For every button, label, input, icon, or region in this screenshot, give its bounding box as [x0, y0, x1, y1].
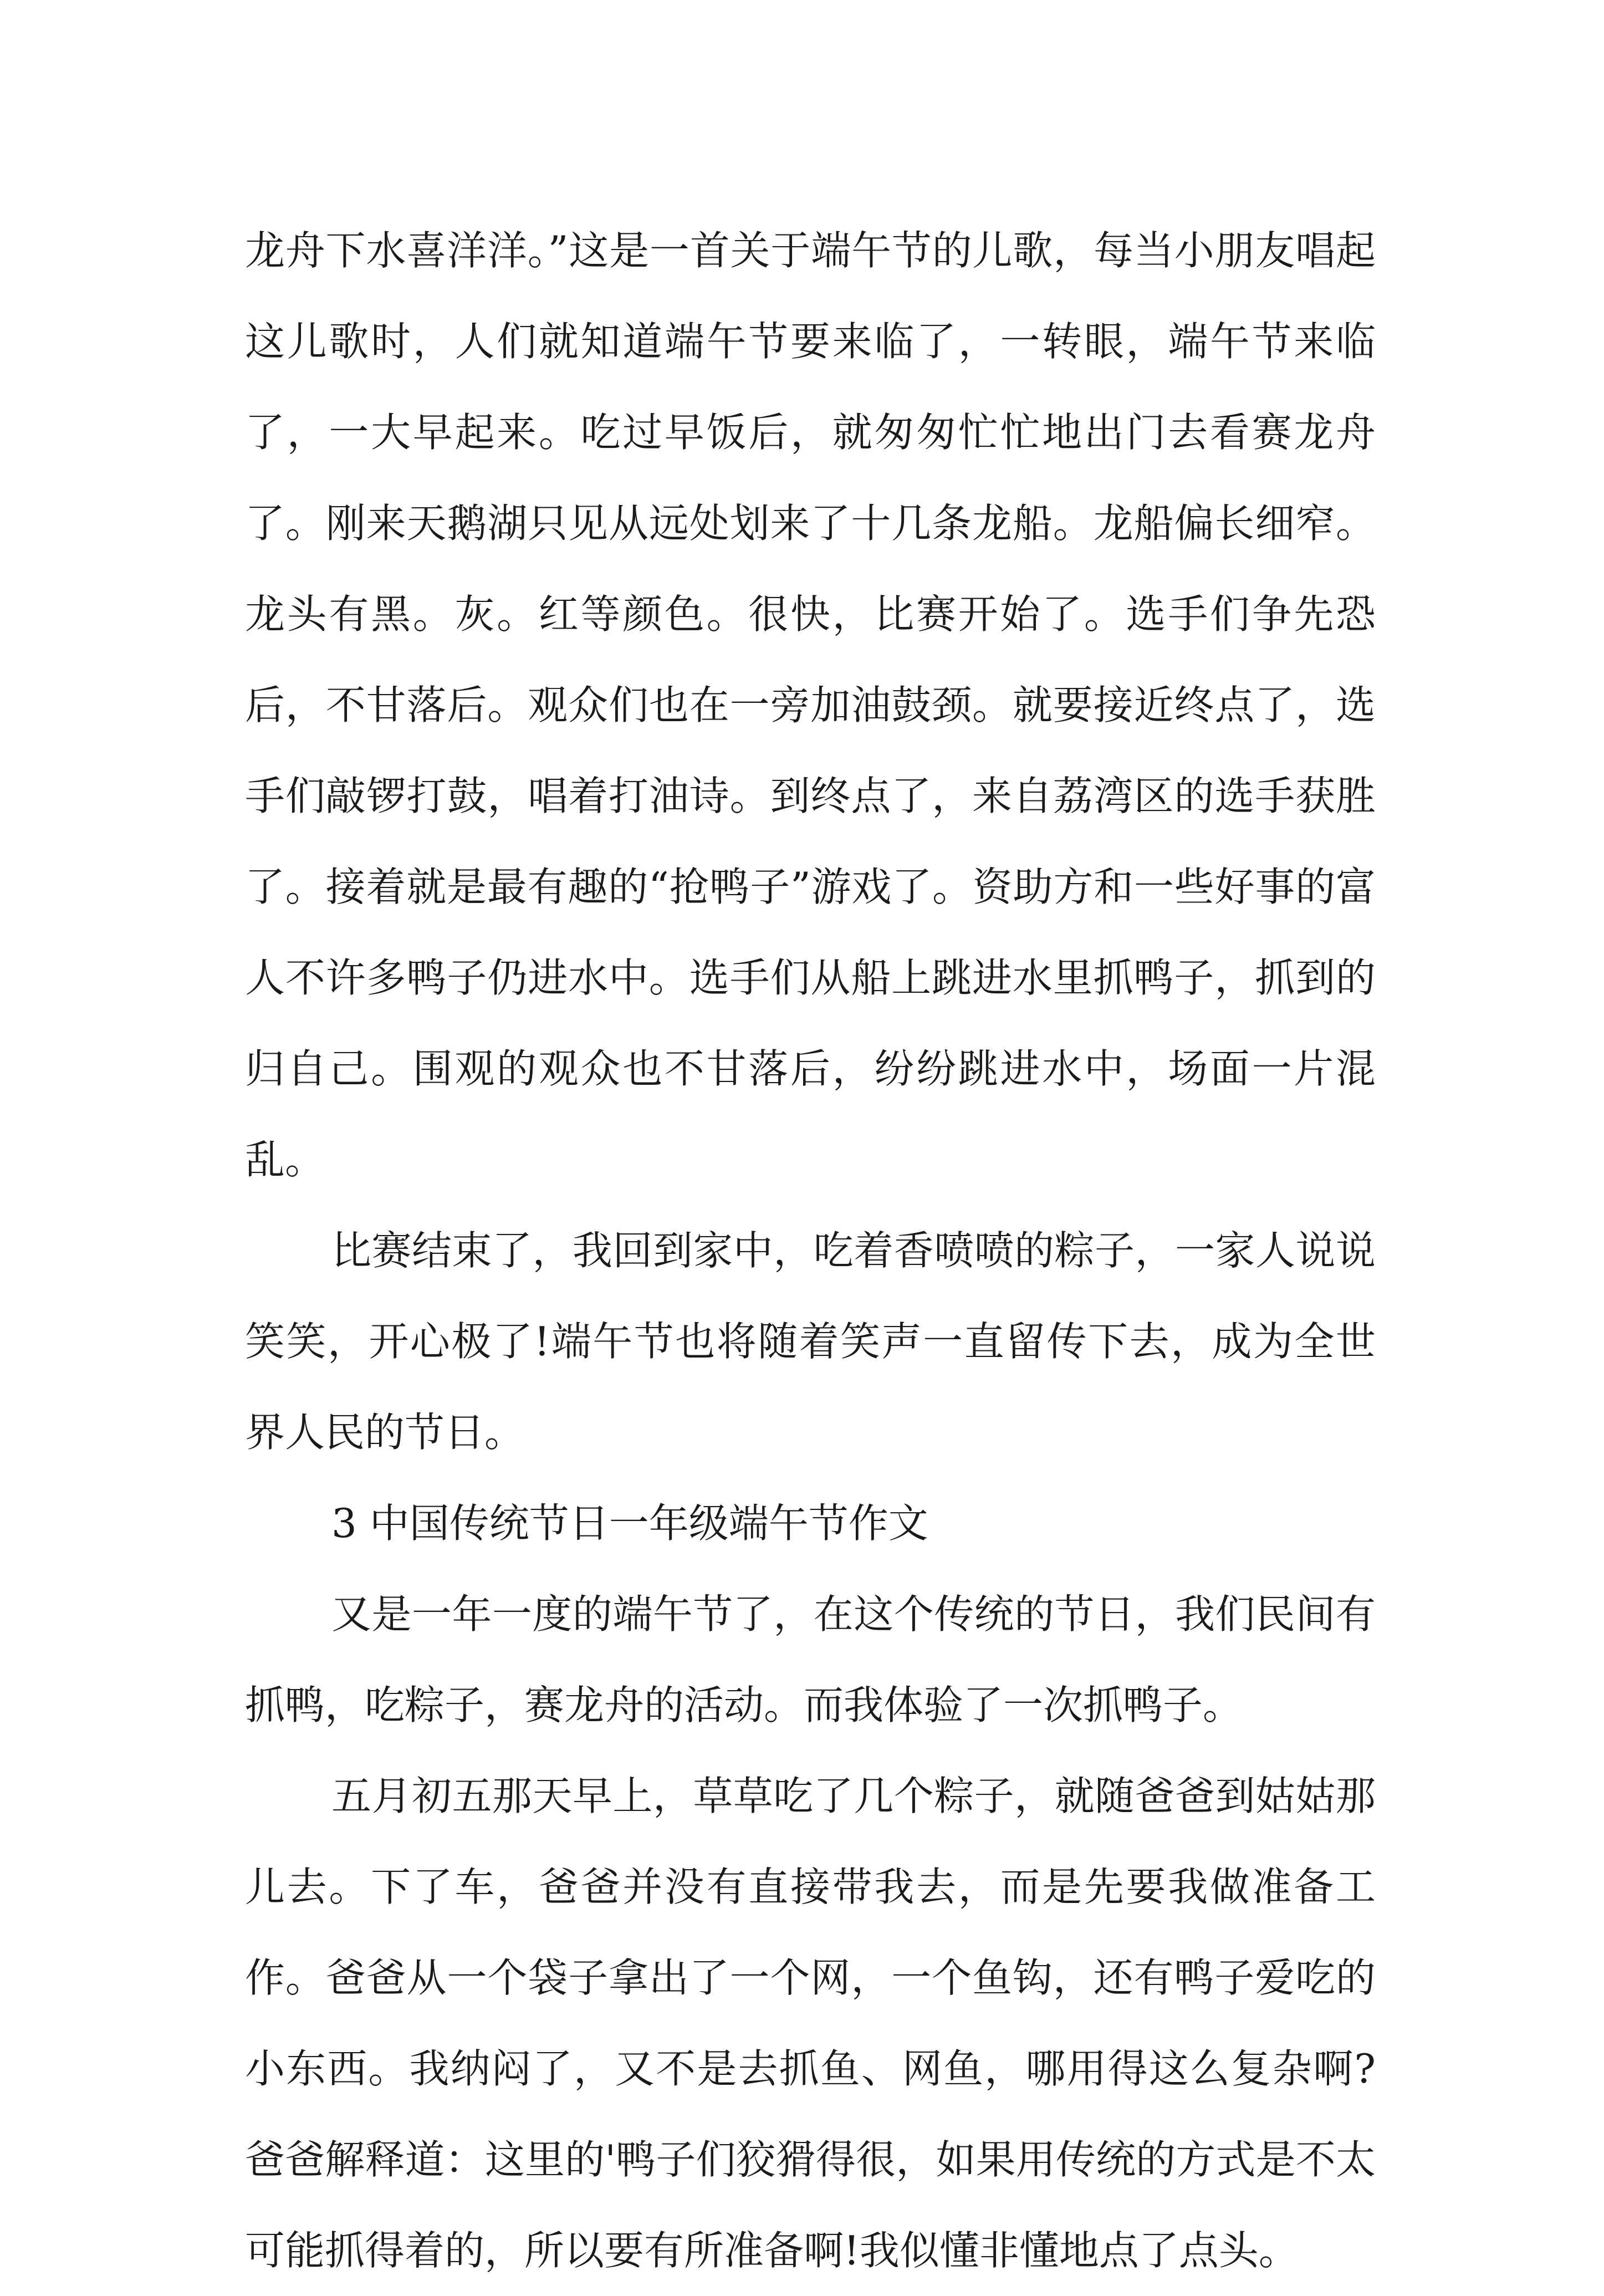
paragraph-dragon-boat-race: 龙舟下水喜洋洋。”这是一首关于端午节的儿歌，每当小朋友唱起这儿歌时，人们就知道端午节要来临了，一转眼，端午节来临了，一大早起来。吃过早饭后，就匆匆忙忙地出门去看赛龙舟了。刚来天鹅湖只见从远处划来了十几条龙船。龙船偏长细窄。龙头有黑。灰。红等颜色。很快，比赛开始了。选手们争先恐后，不甘落后。观众们也在一旁加油鼓颈。就要接近终点了，选手们敲锣打鼓，唱着打油诗。到终点了，来自荔湾区的选手获胜了。接着就是最有趣的“抢鸭子”游戏了。资助方和一些好事的富人不许多鸭子仍进水中。选手们从船上跳进水里抓鸭子，抓到的归自己。围观的观众也不甘落后，纷纷跳进水中，场面一片混乱。: [245, 227, 1376, 1183]
essay-heading: 3 中国传统节日一年级端午节作文: [331, 1500, 928, 1547]
document-body: [245, 205, 1376, 2296]
paragraph-duanwu-intro: 又是一年一度的端午节了，在这个传统的节日，我们民间有抓鸭，吃粽子，赛龙舟的活动。而我体验了一次抓鸭子。: [245, 1591, 1376, 1728]
paragraph-catching-ducks: 五月初五那天早上，草草吃了几个粽子，就随爸爸到姑姑那儿去。下了车，爸爸并没有直接带我去，而是先要我做准备工作。爸爸从一个袋子拿出了一个网，一个鱼钩，还有鸭子爱吃的小东西。我纳闷了，又不是去抓鱼、网鱼，哪用得这么复杂啊?爸爸解释道：这里的'鸭子们狡猾得很，如果用传统的方式是不太可能抓得着的，所以要有所准备啊!我似懂非懂地点了点头。: [245, 1773, 1376, 2274]
paragraph-race-ends: 比赛结束了，我回到家中，吃着香喷喷的粽子，一家人说说笑笑，开心极了!端午节也将随着笑声一直留传下去，成为全世界人民的节日。: [245, 1227, 1376, 1456]
